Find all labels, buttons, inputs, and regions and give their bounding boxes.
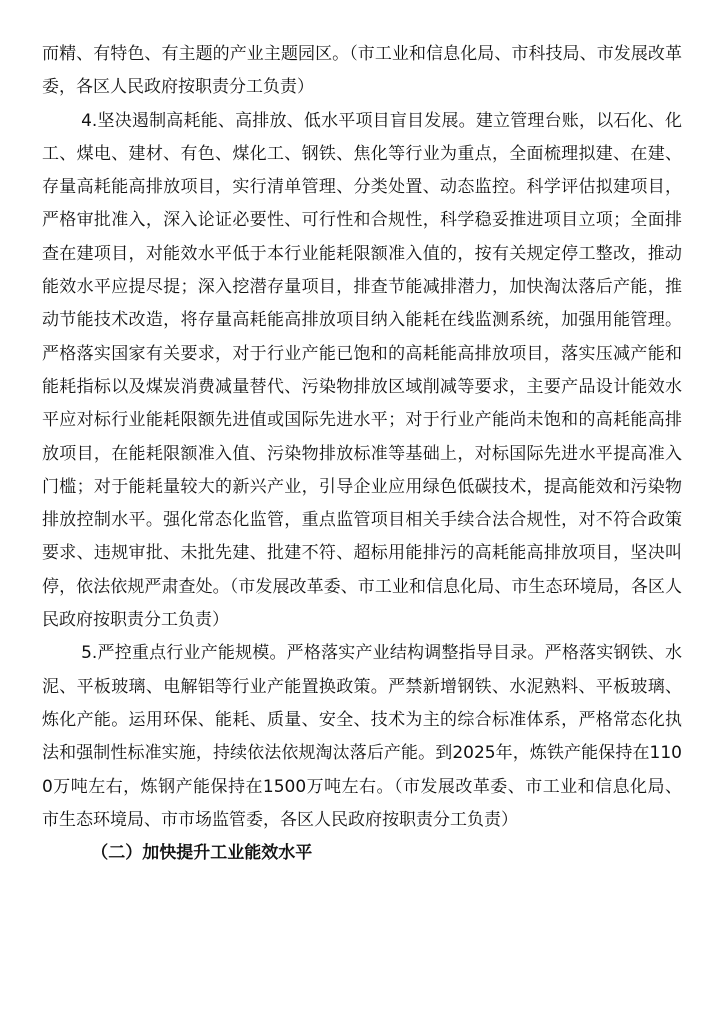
- document-page: [42, 38, 682, 870]
- section-heading: （二）加快提升工业能效水平: [91, 843, 313, 864]
- paragraph-item-5: 5.严控重点行业产能规模。严格落实产业结构调整指导目录。严格落实钢铁、水泥、平板玻璃、电解铝等行业产能置换政策。严禁新增钢铁、水泥熟料、平板玻璃、炼化产能。运用环保、能耗、质量、安全、技术为主的综合标准体系，严格常态化执法和强制性标准实施，持续依法依规淘汰落后产能。到2025年，炼铁产能保持在1100万吨左右，炼钢产能保持在1500万吨左右。（市发展改革委、市工业和信息化局、市生态环境局、市市场监管委，各区人民政府按职责分工负责）: [42, 643, 682, 830]
- paragraph-item-4: 4.坚决遏制高耗能、高排放、低水平项目盲目发展。建立管理台账，以石化、化工、煤电、建材、有色、煤化工、钢铁、焦化等行业为重点，全面梳理拟建、在建、存量高耗能高排放项目，实行清单管理、分类处置、动态监控。科学评估拟建项目，严格审批准入，深入论证必要性、可行性和合规性，科学稳妥推进项目立项；全面排查在建项目，对能效水平低于本行业能耗限额准入值的，按有关规定停工整改，推动能效水平应提尽提；深入挖潜存量项目，排查节能减排潜力，加快淘汰落后产能，推动节能技术改造，将存量高耗能高排放项目纳入能耗在线监测系统，加强用能管理。严格落实国家有关要求，对于行业产能已饱和的高耗能高排放项目，落实压减产能和能耗指标以及煤炭消费减量替代、污染物排放区域削减等要求，主要产品设计能效水平应对标行业能耗限额先进值或国际先进水平；对于行业产能尚未饱和的高耗能高排放项目，在能耗限额准入值、污染物排放标准等基础上，对标国际先进水平提高准入门槛；对于能耗量较大的新兴产业，引导企业应用绿色低碳技术，提高能效和污染物排放控制水平。强化常态化监管，重点监管项目相关手续合法合规性，对不符合政策要求、违规审批、未批先建、批建不符、超标用能排污的高耗能高排放项目，坚决叫停，依法依规严肃查处。（市发展改革委、市工业和信息化局、市生态环境局，各区人民政府按职责分工负责）: [42, 110, 682, 631]
- paragraph-intro-continuation: 而精、有特色、有主题的产业主题园区。（市工业和信息化局、市科技局、市发展改革委，各区人民政府按职责分工负责）: [42, 44, 682, 98]
